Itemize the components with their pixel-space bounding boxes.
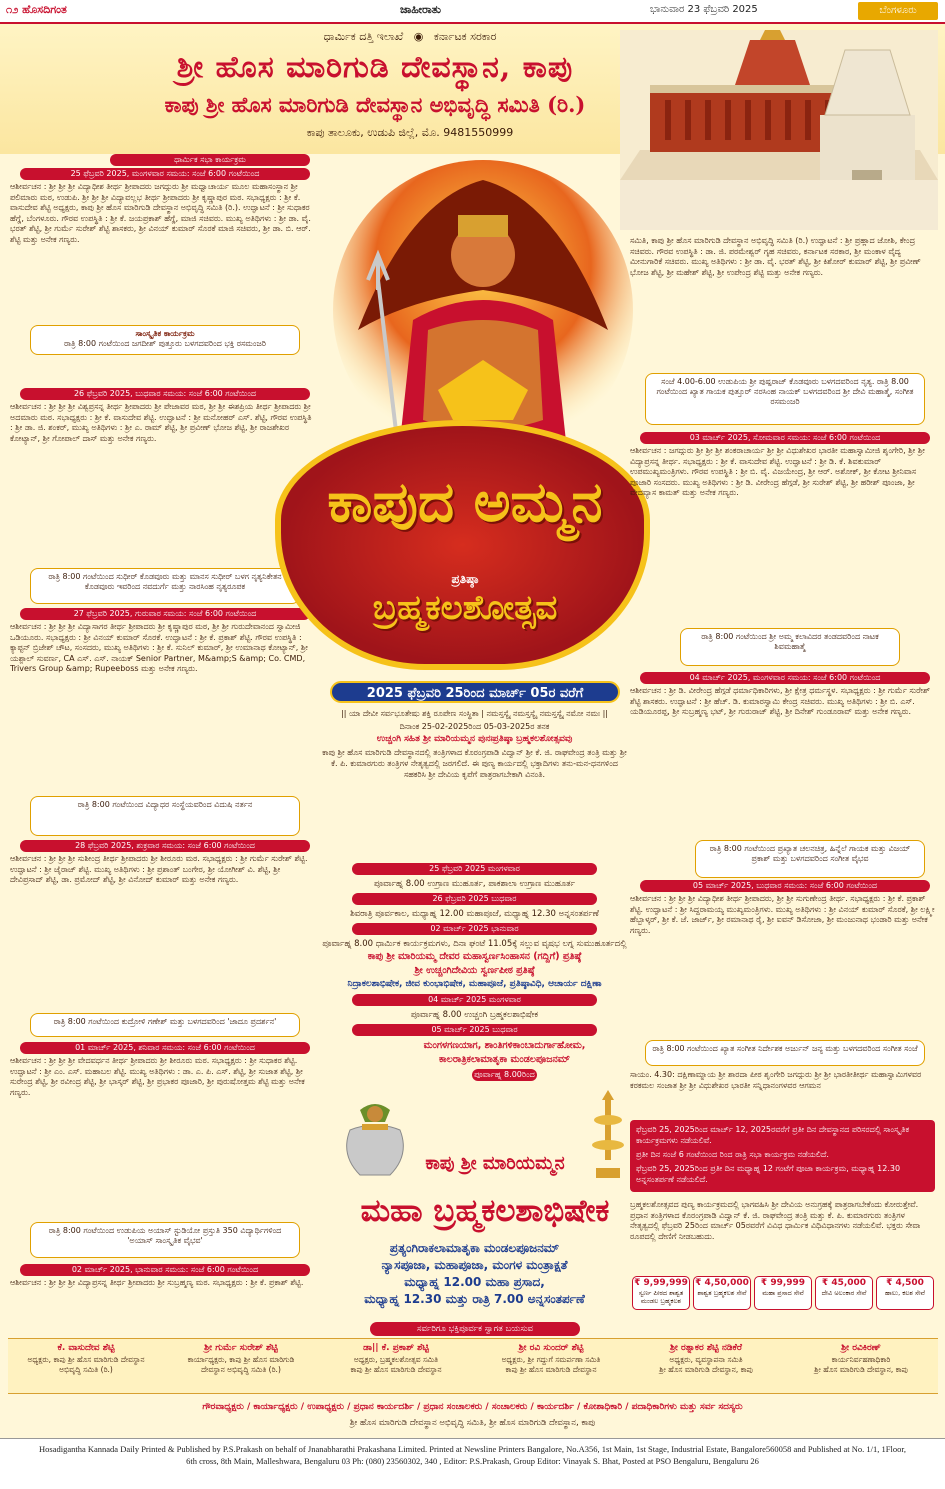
festival-subtitle: ಬ್ರಹ್ಮಕಲಶೋತ್ಸವ — [372, 588, 558, 628]
organiser-2: ಶ್ರೀ ಗುರ್ಮೆ ಸುರೇಶ್ ಶೆಟ್ಟಿ ಕಾರ್ಯಾಧ್ಯಕ್ಷರು, ಕಾಪು ಶ್ರೀ ಹೊಸ ಮಾರಿಗುಡಿ ದೇವಸ್ಥಾನ ಅಭಿವೃದ್ಧಿ ಸಮಿತಿ (ರಿ.) — [187, 1343, 295, 1374]
day-band-01mar: 01 ಮಾರ್ಚ್ 2025, ಶನಿವಾರ ಸಮಯ: ಸಂಜೆ 6:00 ಗಂಟೆಯಿಂದ — [20, 1042, 310, 1054]
day-band-28feb: 28 ಫೆಬ್ರವರಿ 2025, ಶುಕ್ರವಾರ ಸಮಯ: ಸಂಜೆ 6:00 ಗಂಟೆಯಿಂದ — [20, 840, 310, 852]
festival-title: ಕಾಪುದ ಅಮ್ಮನ — [327, 469, 603, 535]
ritual-band-04mar: 04 ಮಾರ್ಚ್ 2025 ಮಂಗಳವಾರ — [352, 994, 597, 1006]
ritual-05mar-time: ಪೂರ್ವಾಹ್ನ 8.00ರಿಂದ — [472, 1069, 537, 1081]
organiser-3: ಡಾ|| ಕೆ. ಪ್ರಕಾಶ್ ಶೆಟ್ಟಿ ಅಧ್ಯಕ್ಷರು, ಬ್ರಹ್ಮಕಲಶೋತ್ಸವ ಸಮಿತಿ ಕಾಪು ಶ್ರೀ ಹೊಸ ಮಾರಿಗುಡಿ ದೇವಸ್ಥಾನ — [350, 1343, 442, 1374]
organiser-6: ಶ್ರೀ ರವಿಕಿರಣ್ ಕಾರ್ಯನಿರ್ವಹಣಾಧಿಕಾರಿ ಶ್ರೀ ಹೊಸ ಮಾರಿಗುಡಿ ದೇವಸ್ಥಾನ, ಕಾಪು — [814, 1343, 908, 1374]
welcome-band: ಸರ್ವರಿಗೂ ಭಕ್ತಿಪೂರ್ವಕ ಸ್ವಾಗತ ಬಯಸುವ — [370, 1322, 580, 1336]
ritual-program — [322, 860, 627, 1083]
day-text-25feb: ಆಶೀರ್ವಚನ : ಶ್ರೀ ಶ್ರೀ ಶ್ರೀ ವಿದ್ಯಾಧೀಶ ತೀರ್ಥ ಶ್ರೀಪಾದರು ಜಗದ್ಗುರು ಶ್ರೀ ಮಧ್ವಾಚಾರ್ಯ ಮೂಲ ಮಹಾಸಂಸ್ಥಾನ ಶ್ರೀ ಪಲಿಮಾರು ಮಠ, ಉಡುಪಿ. ಶ್ರೀ ಶ್ರೀ ಶ್ರೀ ವಿದ್ಯಾವಲ್ಲಭ ತೀರ್ಥ ಶ್ರೀಪಾದರು ಶ್ರೀ ಕೃಷ್ಣಾಪುರ ಮಠ. ಸಭಾಧ್ಯಕ್ಷರು : ಶ್ರೀ ಕೆ. ವಾಸುದೇವ ಶೆಟ್ಟಿ ಅಧ್ಯಕ್ಷರು, ಕಾಪು ಶ್ರೀ ಹೊಸ ಮಾರಿಗುಡಿ ದೇವಸ್ಥಾನ ಅಭಿವೃದ್ಧಿ ಸಮಿತಿ (ರಿ.). ಉದ್ಘಾಟನೆ : ಶ್ರೀ ಸುಧಾಕರ ಹೆಗ್ಡೆ, ಬೆಂಗಳೂರು. ಗೌರವ ಉಪಸ್ಥಿತಿ : ಶ್ರೀ ಕೆ. ಜಯಪ್ರಕಾಶ್ ಹೆಗ್ಡೆ, ಮಾಜಿ ಸಚಿವರು. ಮುಖ್ಯ ಅತಿಥಿಗಳು : ಶ್ರೀ ಡಾ. ವೈ. ಭರತ್ ಶೆಟ್ಟಿ, ಶ್ರೀ ಗುರ್ಮೆ ಸುರೇಶ್ ಶೆಟ್ಟಿ ಶಾಸಕರು, ಶ್ರೀ ವಿನಯ್ ಕುಮಾರ್ ಸೊರಕೆ ಮಾಜಿ ಸಚಿವರು, ಶ್ರೀ ಡಾ. ಬಿ. ಆರ್. ಶೆಟ್ಟಿ ಮತ್ತು ಅನೇಕ ಗಣ್ಯರು. — [10, 182, 311, 244]
seva-price-5: ₹ 4,500 ಹಾಲು, ಕಲಶ ಸೇವೆ — [876, 1276, 934, 1310]
ritual-02mar-highlight-1: ಕಾಪು ಶ್ರೀ ಮಾರಿಯಮ್ಮ ದೇವರ ಮಹಾಸ್ವರ್ಣಸಿಂಹಾಸನ (ಗದ್ದಿಗೆ) ಪ್ರತಿಷ್ಠೆ — [367, 951, 582, 962]
day-band-03mar: 03 ಮಾರ್ಚ್ 2025, ಸೋಮವಾರ ಸಮಯ: ಸಂಜೆ 6:00 ಗಂಟೆಯಿಂದ — [640, 432, 930, 444]
seva-price-4: ₹ 45,000 ದೇವಿ ಅಲಂಕಾರ ಸೇವೆ — [815, 1276, 873, 1310]
pratishta-label: ಪ್ರತಿಷ್ಠಾ — [451, 572, 479, 586]
ritual-05mar-highlight: ಮಂಗಳಗಣಯಾಗ, ಶಾಂತಿಗಳಿಕಾಂಬಾದುರ್ಗಾಹೋಮ, ಕಾಲರಾತ್ರಿಕಲಾಮಾತೃಕಾ ಮಂಡಲಪೂಜನಮ್ — [423, 1040, 586, 1065]
kapu-sri-label: ಕಾಪು ಶ್ರೀ ಮಾರಿಯಮ್ಮನ — [425, 1153, 565, 1174]
day-text-28feb: ಆಶೀರ್ವಚನ : ಶ್ರೀ ಶ್ರೀ ಶ್ರೀ ಸುಶೀಂದ್ರ ತೀರ್ಥ ಶ್ರೀಪಾದರು ಶ್ರೀ ಶೀರೂರು ಮಠ. ಸಭಾಧ್ಯಕ್ಷರು : ಶ್ರೀ ಗುರ್ಮೆ ಸುರೇಶ್ ಶೆಟ್ಟಿ. ಉದ್ಘಾಟನೆ : ಶ್ರೀ ಜೈರಾಜ್ ಶೆಟ್ಟಿ. ಮುಖ್ಯ ಅತಿಥಿಗಳು : ಶ್ರೀ ಪ್ರಶಾಂತ್ ಬಂಗೇರ, ಶ್ರೀ ಯೋಗೀಶ್ ವಿ. ಶೆಟ್ಟಿ, ಶ್ರೀ ದೇವಿಪ್ರಸಾದ್ ಶೆಟ್ಟಿ, ಡಾ. ಪ್ರಮೋದ್ ಶೆಟ್ಟಿ, ಶ್ರೀ ವಿನೋದ್ ಕುಮಾರ್ ಮತ್ತು ಅನೇಕ ಗಣ್ಯರು. — [10, 854, 308, 884]
ritual-02mar-highlight-2: ಶ್ರೀ ಉಚ್ಚಂಗಿದೇವಿಯ ಸ್ವರ್ಣಪೀಠ ಪ್ರತಿಷ್ಠೆ — [414, 965, 535, 976]
ritual-band-02mar: 02 ಮಾರ್ಚ್ 2025 ಭಾನುವಾರ — [352, 923, 597, 935]
invite-highlight: ಉಚ್ಚಂಗಿ ಸಹಿತ ಶ್ರೀ ಮಾರಿಯಮ್ಮನ ಪುನಃಪ್ರತಿಷ್ಠಾ ಬ್ರಹ್ಮಕಲಶೋತ್ಸವವು — [376, 734, 573, 744]
day-band-02mar: 02 ಮಾರ್ಚ್ 2025, ಭಾನುವಾರ ಸಮಯ: ಸಂಜೆ 6:00 ಗಂಟೆಯಿಂದ — [20, 1264, 310, 1276]
ritual-band-05mar: 05 ಮಾರ್ಚ್ 2025 ಬುಧವಾರ — [352, 1024, 597, 1036]
maha-brahmakalashabhisheka-title: ಮಹಾ ಬ್ರಹ್ಮಕಲಶಾಭಿಷೇಕ — [360, 1193, 610, 1229]
notice-box — [630, 1120, 935, 1192]
final-day-schedule — [322, 1240, 627, 1308]
header-department: ಧಾರ್ಮಿಕ ದತ್ತಿ ಇಲಾಖೆ ◉ ಕರ್ನಾಟಕ ಸರಕಾರ — [323, 30, 497, 43]
day-text-04mar: ಆಶೀರ್ವಚನ : ಶ್ರೀ ಡಿ. ವೀರೇಂದ್ರ ಹೆಗ್ಗಡೆ ಧರ್ಮಾಧಿಕಾರಿಗಳು, ಶ್ರೀ ಕ್ಷೇತ್ರ ಧರ್ಮಸ್ಥಳ. ಸಭಾಧ್ಯಕ್ಷರು : ಶ್ರೀ ಗುರ್ಮೆ ಸುರೇಶ್ ಶೆಟ್ಟಿ ಶಾಸಕರು. ಉದ್ಘಾಟನೆ : ಶ್ರೀ ಹೆಚ್. ಡಿ. ಕುಮಾರಸ್ವಾಮಿ ಕೇಂದ್ರ ಸಚಿವರು. ಮುಖ್ಯ ಅತಿಥಿಗಳು : ಶ್ರೀ ಬಿ. ಎಸ್. ಯಡಿಯೂರಪ್ಪ, ಶ್ರೀ ಸುಬ್ರಹ್ಮಣ್ಯ ಭಟ್, ಶ್ರೀ ಗುರುರಾಜ್ ಶೆಟ್ಟಿ, ಶ್ರೀ ದಿನೇಶ್ ಗುಂಡೂರಾವ್ ಮತ್ತು ಅನೇಕ ಗಣ್ಯರು. — [630, 686, 931, 716]
state-emblem-icon: ◉ — [413, 30, 424, 43]
issue-date: ಭಾನುವಾರ 23 ಫೆಬ್ರವರಿ 2025 — [650, 4, 758, 15]
appeal-text: ಬ್ರಹ್ಮಕಲಶೋತ್ಸವದ ಪುಣ್ಯ ಕಾರ್ಯಕ್ರಮದಲ್ಲಿ ಭಾಗವಹಿಸಿ ಶ್ರೀ ದೇವಿಯ ಅನುಗ್ರಹಕ್ಕೆ ಪಾತ್ರರಾಗಬೇಕೆಂದು ಕೋರುತ್ತೇವೆ. ಪ್ರಧಾನ ತಂತ್ರಿಗಳಾದ ಕೊರಂಗ್ರಪಾಡಿ ವಿದ್ವಾನ್ ಕೆ. ಜಿ. ರಾಘವೇಂದ್ರ ತಂತ್ರಿ ಮತ್ತು ಕೆ. ಪಿ. ಕುಮಾರಗುರು ತಂತ್ರಿಗಳ ನೇತೃತ್ವದಲ್ಲಿ ಫೆಬ್ರವರಿ 25ರಿಂದ ಮಾರ್ಚ್ 05ರವರೆಗೆ ವಿವಿಧ ಧಾರ್ಮಿಕ ವಿಧಿವಿಧಾನಗಳು ನಡೆಯಲಿವೆ. ಭಕ್ತರು ಸೇವಾ ರೂಪದಲ್ಲಿ ದೇಣಿಗೆ ನೀಡಬಹುದು. — [630, 1200, 921, 1241]
committee-roles: ಗೌರವಾಧ್ಯಕ್ಷರು / ಕಾರ್ಯಾಧ್ಯಕ್ಷರು / ಉಪಾಧ್ಯಕ್ಷರು / ಪ್ರಧಾನ ಕಾರ್ಯದರ್ಶಿ / ಪ್ರಧಾನ ಸಂಚಾಲಕರು / ಸಂಚಾಲಕರು / ಕಾರ್ಯದರ್ಶಿ / ಕೋಶಾಧಿಕಾರಿ / ಪದಾಧಿಕಾರಿಗಳು ಮತ್ತು ಸರ್ವ ಸದಸ್ಯರು — [202, 1402, 743, 1412]
seva-price-2: ₹ 4,50,000 ಶಾಶ್ವತ ಬ್ರಹ್ಮಕಲಶ ಸೇವೆ — [693, 1276, 751, 1310]
day-text-05mar: ಆಶೀರ್ವಚನ : ಶ್ರೀ ಶ್ರೀ ಶ್ರೀ ವಿದ್ಯಾಧೀಶ ತೀರ್ಥ ಶ್ರೀಪಾದರು, ಶ್ರೀ ಶ್ರೀ ಸುಗುಣೇಂದ್ರ ತೀರ್ಥ. ಸಭಾಧ್ಯಕ್ಷರು : ಶ್ರೀ ಕೆ. ಪ್ರಕಾಶ್ ಶೆಟ್ಟಿ. ಉದ್ಘಾಟನೆ : ಶ್ರೀ ಸಿದ್ದರಾಮಯ್ಯ ಮುಖ್ಯಮಂತ್ರಿಗಳು. ಮುಖ್ಯ ಅತಿಥಿಗಳು : ಶ್ರೀ ವಿನಯ್ ಕುಮಾರ್ ಸೊರಕೆ, ಶ್ರೀ ಲಕ್ಷ್ಮೀ ಹೆಬ್ಬಾಳ್ಕರ್, ಶ್ರೀ ಕೆ. ಜೆ. ಜಾರ್ಜ್, ಶ್ರೀ ರಮಾನಾಥ ರೈ, ಶ್ರೀ ಐವನ್ ಡಿಸೋಜಾ, ಶ್ರೀ ಮಂಜುನಾಥ ಭಂಡಾರಿ ಮತ್ತು ಅನೇಕ ಗಣ್ಯರು. — [630, 894, 935, 935]
day-text-26feb: ಆಶೀರ್ವಚನ : ಶ್ರೀ ಶ್ರೀ ಶ್ರೀ ವಿಶ್ವಪ್ರಸನ್ನ ತೀರ್ಥ ಶ್ರೀಪಾದರು ಶ್ರೀ ಪೇಜಾವರ ಮಠ, ಶ್ರೀ ಶ್ರೀ ಈಶಪ್ರಿಯ ತೀರ್ಥ ಶ್ರೀಪಾದರು ಶ್ರೀ ಅದಮಾರು ಮಠ. ಸಭಾಧ್ಯಕ್ಷರು : ಶ್ರೀ ಕೆ. ವಾಸುದೇವ ಶೆಟ್ಟಿ. ಉದ್ಘಾಟನೆ : ಶ್ರೀ ಮನೋಹರ್ ಎಸ್. ಶೆಟ್ಟಿ, ಗೌರವ ಉಪಸ್ಥಿತಿ : ಶ್ರೀ ಡಾ. ಜಿ. ಶಂಕರ್, ಮುಖ್ಯ ಅತಿಥಿಗಳು : ಶ್ರೀ ಎ. ರಾಮ್ ಶೆಟ್ಟಿ, ಶ್ರೀ ಪ್ರವೀಣ್ ಭೋಜ ಶೆಟ್ಟಿ, ಶ್ರೀ ರಾಜಶೇಖರ ಕೋಟ್ಯಾನ್, ಶ್ರೀ ಗೋಪಾಲ್ ದಾಸ್ ಮತ್ತು ಅನೇಕ ಗಣ್ಯರು. — [10, 402, 312, 443]
day-band-25feb: 25 ಫೆಬ್ರವರಿ 2025, ಮಂಗಳವಾರ ಸಮಯ: ಸಂಜೆ 6:00 ಗಂಟೆಯಿಂದ — [20, 168, 310, 180]
ritual-02mar-details: ನಿದ್ರಾಕಲಶಾಭಿಷೇಕ, ಜೀವ ಕುಂಭಾಭಿಷೇಕ, ಮಹಾಪೂಜೆ, ಪ್ರತಿಷ್ಠಾವಿಧಿ, ಆಚಾರ್ಯ ದಕ್ಷಿಣಾ — [347, 979, 602, 989]
organiser-4: ಶ್ರೀ ರವಿ ಸುಂದರ್ ಶೆಟ್ಟಿ ಅಧ್ಯಕ್ಷರು, ಶ್ರೀ ಗದ್ದುಗೆ ಸಮರ್ಪಣಾ ಸಮಿತಿ ಕಾಪು ಶ್ರೀ ಹೊಸ ಮಾರಿಗುಡಿ ದೇವಸ್ಥಾನ — [501, 1343, 601, 1374]
newspaper-imprint — [0, 1438, 945, 1489]
notice-1: ಫೆಬ್ರವರಿ 25, 2025ರಿಂದ ಮಾರ್ಚ್ 12, 2025ರವರೆಗೆ ಪ್ರತೀ ದಿನ ದೇವಸ್ಥಾನದ ಪರಿಸರದಲ್ಲಿ ಸಾಂಸ್ಕೃತಿಕ ಕಾರ್ಯಕ್ರಮಗಳು ನಡೆಯಲಿವೆ. — [636, 1125, 910, 1145]
culture-box-02mar: ಸಂಜೆ 4.00-6.00 ಉಡುಪಿಯ ಶ್ರೀ ಪುಷ್ಪರಾಜ್ ಕೊಡವೂರು ಬಳಗದವರಿಂದ ನೃತ್ಯ. ರಾತ್ರಿ 8.00 ಗಂಟೆಯಿಂದ ಖ್ಯಾತ ಗಾಯಕ ಪುತ್ತೂರ್ ನರಸಿಂಹ ನಾಯಕ್ ಬಳಗದವರಿಂದ ಶ್ರೀ ದೇವಿ ಮಹಾತ್ಮೆ, ಸಂಗೀತ ರಸಮಂಜರಿ — [645, 373, 925, 425]
culture-box-04mar: ರಾತ್ರಿ 8:00 ಗಂಟೆಯಿಂದ ಪ್ರಖ್ಯಾತ ಚಲನಚಿತ್ರ, ಹಿನ್ನೆಲೆ ಗಾಯಕ ಮತ್ತು ವಿಜಯ್ ಪ್ರಕಾಶ್ ಮತ್ತು ಬಳಗದವರಿಂದ ಸಂಗೀತ ವೈಭವ — [695, 840, 925, 878]
section-label: ಜಾಹೀರಾತು — [400, 3, 442, 16]
ritual-02mar: ಪೂರ್ವಾಹ್ನ 8.00 ಧಾರ್ಮಿಕ ಕಾರ್ಯಕ್ರಮಗಳು, ದಿನಾ ಘಂಟೆ 11.05ಕ್ಕೆ ಸಲ್ಲುವ ವೃಷಭ ಲಗ್ನ ಸುಮುಹೂರ್ತದಲ್ಲಿ — [322, 939, 627, 949]
page-number-and-paper: ೧೨ ಹೊಸದಿಗಂತ — [6, 3, 67, 16]
schedule-line-3: ಮಧ್ಯಾಹ್ನ 12.00 ಮಹಾ ಪ್ರಸಾದ, — [404, 1275, 545, 1289]
seva-price-3: ₹ 99,999 ಮಹಾ ಪ್ರಸಾದ ಸೇವೆ — [754, 1276, 812, 1310]
city-badge: ಬೆಂಗಳೂರು — [858, 2, 938, 20]
day-band-27feb: 27 ಫೆಬ್ರವರಿ 2025, ಗುರುವಾರ ಸಮಯ: ಸಂಜೆ 6:00 ಗಂಟೆಯಿಂದ — [20, 608, 310, 620]
imprint-line-1: Hosadigantha Kannada Daily Printed & Published by P.S.Prakash on behalf of Jnanabharathi Prakashana Limited. Printed at Newsline Printers Bangalore, No.A356, 1st Main, 1st Stage, Industrial Estate, Bangalore560058 and Published at No. 1/1, 1Floor, — [39, 1444, 906, 1454]
culture-box-05mar: ರಾತ್ರಿ 8:00 ಗಂಟೆಯಿಂದ ಖ್ಯಾತ ಸಂಗೀತ ನಿರ್ದೇಶಕ ಅರ್ಜುನ್ ಜನ್ಯ ಮತ್ತು ಬಳಗದವರಿಂದ ಸಂಗೀತ ಸಂಜೆ — [645, 1040, 925, 1066]
invitation-text — [322, 708, 627, 782]
day-text-03mar: ಆಶೀರ್ವಚನ : ಜಗದ್ಗುರು ಶ್ರೀ ಶ್ರೀ ಶ್ರೀ ಶಂಕರಾಚಾರ್ಯ ಶ್ರೀ ಶ್ರೀ ವಿಧುಶೇಖರ ಭಾರತೀ ಮಹಾಸ್ವಾಮೀಜಿ ಶೃಂಗೇರಿ, ಶ್ರೀ ಶ್ರೀ ವಿದ್ಯಾಪ್ರಸನ್ನ ತೀರ್ಥ. ಸಭಾಧ್ಯಕ್ಷರು : ಶ್ರೀ ಕೆ. ವಾಸುದೇವ ಶೆಟ್ಟಿ. ಉದ್ಘಾಟನೆ : ಶ್ರೀ ಡಿ. ಕೆ. ಶಿವಕುಮಾರ್ ಉಪಮುಖ್ಯಮಂತ್ರಿಗಳು. ಗೌರವ ಉಪಸ್ಥಿತಿ : ಶ್ರೀ ಬಿ. ವೈ. ವಿಜಯೇಂದ್ರ, ಶ್ರೀ ಆರ್. ಅಶೋಕ್, ಶ್ರೀ ಕೋಟ ಶ್ರೀನಿವಾಸ ಪೂಜಾರಿ ಸಂಸದರು. ಮುಖ್ಯ ಅತಿಥಿಗಳು : ಶ್ರೀ ಡಿ. ವೀರೇಂದ್ರ ಹೆಗ್ಗಡೆ, ಶ್ರೀ ಸುರೇಶ್ ಶೆಟ್ಟಿ, ಶ್ರೀ ಹರೀಶ್ ಪೂಂಜಾ, ಶ್ರೀ ವೇದವ್ಯಾಸ ಕಾಮತ್ ಮತ್ತು ಅನೇಕ ಗಣ್ಯರು. — [630, 446, 925, 497]
temple-illustration — [620, 30, 938, 230]
blessing-verse: || ಯಾ ದೇವೀ ಸರ್ವಭೂತೇಷು ಶಕ್ತಿ ರೂಪೇಣ ಸಂಸ್ಥಿತಾ | ನಮಸ್ತಸ್ಯೈ ನಮಸ್ತಸ್ಯೈ ನಮಸ್ತಸ್ಯೈ ನಮೋ ನಮಃ || — [341, 709, 608, 718]
culture-box-01mar: ರಾತ್ರಿ 8:00 ಗಂಟೆಯಿಂದ ಉಡುಪಿಯ ಅಯಾಸ್ ಸ್ಟುಡಿಯೋ ಪ್ರಸ್ತುತಿ 350 ವಿದ್ಯಾರ್ಥಿಗಳಿಂದ 'ಅಯಾಸ್ ಸಾಂಸ್ಕೃತಿಕ ವೈಭವ' — [30, 1222, 300, 1258]
right-text-02mar: ಸಮಿತಿ, ಕಾಪು ಶ್ರೀ ಹೊಸ ಮಾರಿಗುಡಿ ದೇವಸ್ಥಾನ ಅಭಿವೃದ್ಧಿ ಸಮಿತಿ (ರಿ.) ಉದ್ಘಾಟನೆ : ಶ್ರೀ ಪ್ರಹ್ಲಾದ ಜೋಶಿ, ಕೇಂದ್ರ ಸಚಿವರು. ಗೌರವ ಉಪಸ್ಥಿತಿ : ಡಾ. ಜಿ. ಪರಮೇಶ್ವರ್ ಗೃಹ ಸಚಿವರು, ಕರ್ನಾಟಕ ಸರಕಾರ, ಶ್ರೀ ಮಂಕಾಳ ವೈದ್ಯ ಮೀನುಗಾರಿಕೆ ಸಚಿವರು. ಮುಖ್ಯ ಅತಿಥಿಗಳು : ಶ್ರೀ ಡಾ. ವೈ. ಭರತ್ ಶೆಟ್ಟಿ, ಶ್ರೀ ಕಿಶೋರ್ ಕುಮಾರ್ ಶೆಟ್ಟಿ, ಶ್ರೀ ಪ್ರವೀಣ್ ಭೋಜ ಶೆಟ್ಟಿ, ಶ್ರೀ ಮಹೇಶ್ ಶೆಟ್ಟಿ, ಶ್ರೀ ಉಪೇಂದ್ರ ಶೆಟ್ಟಿ ಮತ್ತು ಅನೇಕ ಗಣ್ಯರು. — [630, 236, 921, 277]
seva-price-1: ₹ 9,99,999 ಸ್ವರ್ಣ ಪೀಠದ ಶಾಶ್ವತ ಮಂಡಲ ಬ್ರಹ್ಮಕಲಶ — [632, 1276, 690, 1310]
schedule-line-4: ಮಧ್ಯಾಹ್ನ 12.30 ಮತ್ತು ರಾತ್ರಿ 7.00 ಅನ್ನಸಂತರ್ಪಣೆ — [364, 1292, 585, 1306]
shringeri-arrival: ಸಾಯಂ. 4.30: ದಕ್ಷಿಣಾಮ್ನಾಯ ಶ್ರೀ ಶಾರದಾ ಪೀಠ ಶೃಂಗೇರಿ ಜಗದ್ಗುರು ಶ್ರೀ ಶ್ರೀ ಭಾರತೀತೀರ್ಥ ಮಹಾಸ್ವಾಮಿಗಳವರ ಕರಕಮಲ ಸಂಜಾತ ಶ್ರೀ ಶ್ರೀ ವಿಧುಶೇಖರ ಭಾರತೀ ಸನ್ನಿಧಾನಂಗಳವರ ಆಗಮನ — [630, 1070, 922, 1090]
culture-box-25feb: ಸಾಂಸ್ಕೃತಿಕ ಕಾರ್ಯಕ್ರಮ ರಾತ್ರಿ 8:00 ಗಂಟೆಯಿಂದ ಜಗದೀಶ್ ಪುತ್ತೂರು ಬಳಗದವರಿಂದ ಭಕ್ತಿ ರಸಮಂಜರಿ — [30, 325, 300, 355]
day-band-04mar: 04 ಮಾರ್ಚ್ 2025, ಮಂಗಳವಾರ ಸಮಯ: ಸಂಜೆ 6:00 ಗಂಟೆಯಿಂದ — [640, 672, 930, 684]
committee-title: ಕಾಪು ಶ್ರೀ ಹೊಸ ಮಾರಿಗುಡಿ ದೇವಸ್ಥಾನ ಅಭಿವೃದ್ಧಿ ಸಮಿತಿ (ರಿ.) — [164, 92, 586, 117]
ritual-04mar: ಪೂರ್ವಾಹ್ನ 8.00 ಉಚ್ಚಂಗಿ ಬ್ರಹ್ಮಕಲಶಾಭಿಷೇಕ — [410, 1010, 539, 1020]
ritual-25feb: ಪೂರ್ವಾಹ್ನ 8.00 ಉಗ್ರಾಣ ಮುಹೂರ್ತ, ಪಾಕಶಾಲಾ ಉಗ್ರಾಣ ಮುಹೂರ್ತ — [373, 879, 576, 889]
ritual-band-25feb: 25 ಫೆಬ್ರವರಿ 2025 ಮಂಗಳವಾರ — [352, 863, 597, 875]
day-band-05mar: 05 ಮಾರ್ಚ್ 2025, ಬುಧವಾರ ಸಮಯ: ಸಂಜೆ 6:00 ಗಂಟೆಯಿಂದ — [640, 880, 930, 892]
organiser-1: ಕೆ. ವಾಸುದೇವ ಶೆಟ್ಟಿ ಅಧ್ಯಕ್ಷರು, ಕಾಪು ಶ್ರೀ ಹೊಸ ಮಾರಿಗುಡಿ ದೇವಸ್ಥಾನ ಅಭಿವೃದ್ಧಿ ಸಮಿತಿ (ರಿ.) — [27, 1343, 145, 1374]
culture-box-03mar: ರಾತ್ರಿ 8:00 ಗಂಟೆಯಿಂದ ಶ್ರೀ ಅಮ್ಮ ಕಲಾವಿದರ ತಂಡದವರಿಂದ ನಾಟಕ ಶಿವಮಹಾತ್ಮೆ — [680, 628, 900, 666]
notice-2: ಪ್ರತೀ ದಿನ ಸಂಜೆ 6 ಗಂಟೆಯಿಂದ ರಿಂದ ರಾತ್ರಿ ಸಭಾ ಕಾರ್ಯಕ್ರಮ ನಡೆಯಲಿದೆ. — [636, 1150, 829, 1159]
culture-box-28feb: ರಾತ್ರಿ 8:00 ಗಂಟೆಯಿಂದ ಕುದ್ರೋಳಿ ಗಣೇಶ್ ಮತ್ತು ಬಳಗದವರಿಂದ 'ಜಾದೂ ಪ್ರದರ್ಶನ' — [30, 1013, 300, 1037]
invite-body: ಕಾಪು ಶ್ರೀ ಹೊಸ ಮಾರಿಗುಡಿ ದೇವಸ್ಥಾನದಲ್ಲಿ ತಂತ್ರಿಗಳಾದ ಕೊರಂಗ್ರಪಾಡಿ ವಿದ್ವಾನ್ ಶ್ರೀ ಕೆ. ಜಿ. ರಾಘವೇಂದ್ರ ತಂತ್ರಿ ಮತ್ತು ಶ್ರೀ ಕೆ. ಪಿ. ಕುಮಾರಗುರು ತಂತ್ರಿಗಳ ನೇತೃತ್ವದಲ್ಲಿ ಜರಗಲಿದೆ. ಈ ಪುಣ್ಯ ಕಾರ್ಯದಲ್ಲಿ ಭಕ್ತಾದಿಗಳು ತನು-ಮನ-ಧನಗಳಿಂದ ಸಹಕರಿಸಿ ಶ್ರೀ ದೇವಿಯ ಕೃಪೆಗೆ ಪಾತ್ರರಾಗಬೇಕಾಗಿ ವಿನಂತಿ. — [322, 748, 627, 779]
invite-dates: ದಿನಾಂಕ 25-02-2025ರಿಂದ 05-03-2025ರ ತನಕ — [399, 722, 550, 731]
temple-title: ಶ್ರೀ ಹೊಸ ಮಾರಿಗುಡಿ ದೇವಸ್ಥಾನ, ಕಾಪು — [176, 50, 574, 85]
festival-date-range: 2025 ಫೆಬ್ರವರಿ 25ರಿಂದ ಮಾರ್ಚ್ 05ರ ವರೆಗೆ — [330, 681, 620, 703]
committee-name: ಶ್ರೀ ಹೊಸ ಮಾರಿಗುಡಿ ದೇವಸ್ಥಾನ ಅಭಿವೃದ್ಧಿ ಸಮಿತಿ, ಶ್ರೀ ಹೊಸ ಮಾರಿಗುಡಿ ದೇವಸ್ಥಾನ, ಕಾಪು — [349, 1418, 596, 1428]
day-text-02mar: ಆಶೀರ್ವಚನ : ಶ್ರೀ ಶ್ರೀ ಶ್ರೀ ವಿದ್ಯಾಪ್ರಸನ್ನ ತೀರ್ಥ ಶ್ರೀಪಾದರು ಶ್ರೀ ಸುಬ್ರಹ್ಮಣ್ಯ ಮಠ. ಸಭಾಧ್ಯಕ್ಷರು : ಶ್ರೀ ಕೆ. ಪ್ರಕಾಶ್ ಶೆಟ್ಟಿ. — [10, 1278, 304, 1287]
schedule-line-2: ನ್ಯಾಸಪೂಜಾ, ಮಹಾಪೂಜಾ, ಮಂಗಳ ಮಂತ್ರಾಕ್ಷತೆ — [381, 1258, 568, 1272]
schedule-line-1: ಪ್ರತ್ಯಂಗಿರಾಕಲಾಮಾತೃಕಾ ಮಂಡಲಪೂಜನಮ್ — [389, 1241, 560, 1255]
culture-box-26feb: ರಾತ್ರಿ 8:00 ಗಂಟೆಯಿಂದ ಸುಧೀರ್ ಕೊಡವೂರು ಮತ್ತು ಮಾನಸ ಸುಧೀರ್ ಬಳಗ ನೃತ್ಯನಿಕೇತನ ಕೊಡವೂರು ಇವರಿಂದ ನವದುರ್ಗೆ ಮತ್ತು ನಾರಸಿಂಹ ನೃತ್ಯರೂಪಕ — [30, 568, 300, 604]
notice-3: ಫೆಬ್ರವರಿ 25, 2025ರಿಂದ ಪ್ರತೀ ದಿನ ಮಧ್ಯಾಹ್ನ 12 ಗಂಟೆಗೆ ಪೂಜಾ ಕಾರ್ಯಕ್ರಮ, ಮಧ್ಯಾಹ್ನ 12.30 ಅನ್ನಸಂತರ್ಪಣೆ ನಡೆಯಲಿದೆ. — [636, 1164, 901, 1184]
section-band-dharmika: ಧಾರ್ಮಿಕ ಸಭಾ ಕಾರ್ಯಕ್ರಮ — [110, 154, 310, 166]
imprint-line-2: 6th cross, 8th Main, Malleshwara, Bengaluru 03 Ph: (080) 23560302, 340 , Editor: P.S.Prakash, Group Editor: Vinayak S. Bhat, Posted at PSO Bengaluru, Bengaluru 26 — [186, 1456, 759, 1466]
ritual-26feb: ಶಿವರಾತ್ರಿ ಪೂರ್ವಕಾಲ, ಮಧ್ಯಾಹ್ನ 12.00 ಮಹಾಪೂಜೆ, ಮಧ್ಯಾಹ್ನ 12.30 ಅನ್ನಸಂತರ್ಪಣೆ — [350, 909, 599, 919]
ritual-band-26feb: 26 ಫೆಬ್ರವರಿ 2025 ಬುಧವಾರ — [352, 893, 597, 905]
temple-address: ಕಾಪು ತಾಲೂಕು, ಉಡುಪಿ ಜಿಲ್ಲೆ, ಮೊ. 9481550999 — [306, 126, 514, 139]
organiser-5: ಶ್ರೀ ರತ್ನಾಕರ ಶೆಟ್ಟಿ ನಡಿಕೆರೆ ಅಧ್ಯಕ್ಷರು, ವ್ಯವಸ್ಥಾಪನಾ ಸಮಿತಿ ಶ್ರೀ ಹೊಸ ಮಾರಿಗುಡಿ ದೇವಸ್ಥಾನ, ಕಾಪು — [659, 1343, 753, 1374]
day-band-26feb: 26 ಫೆಬ್ರವರಿ 2025, ಬುಧವಾರ ಸಮಯ: ಸಂಜೆ 6:00 ಗಂಟೆಯಿಂದ — [20, 388, 310, 400]
day-text-27feb: ಆಶೀರ್ವಚನ : ಶ್ರೀ ಶ್ರೀ ಶ್ರೀ ವಿದ್ಯಾಸಾಗರ ತೀರ್ಥ ಶ್ರೀಪಾದರು ಶ್ರೀ ಕೃಷ್ಣಾಪುರ ಮಠ, ಶ್ರೀ ಶ್ರೀ ಗುರುದೇವಾನಂದ ಸ್ವಾಮೀಜಿ ಒಡಿಯೂರು. ಸಭಾಧ್ಯಕ್ಷರು : ಶ್ರೀ ವಿನಯ್ ಕುಮಾರ್ ಸೊರಕೆ. ಉದ್ಘಾಟನೆ : ಶ್ರೀ ಕೆ. ಪ್ರಕಾಶ್ ಶೆಟ್ಟಿ. ಗೌರವ ಉಪಸ್ಥಿತಿ : ಕ್ಯಾಪ್ಟನ್ ಬ್ರಿಜೇಶ್ ಚೌಟ, ಸಂಸದರು, ಮುಖ್ಯ ಅತಿಥಿಗಳು : ಶ್ರೀ ಕೆ. ಸುನಿಲ್ ಕುಮಾರ್, ಶ್ರೀ ಉಮಾನಾಥ ಕೋಟ್ಯಾನ್, ಶ್ರೀ ಯಶ್ಪಾಲ್ ಸುವರ್ಣ, CA ಎಸ್. ಎಸ್. ನಾಯಕ್ Senior Partner, M&amp;S &amp; Co. CMD, Trivers Group &amp; Rupeeboss ಮತ್ತು ಅನೇಕ ಗಣ್ಯರು. — [10, 622, 308, 673]
title-frame — [275, 420, 650, 670]
day-text-01mar: ಆಶೀರ್ವಚನ : ಶ್ರೀ ಶ್ರೀ ಶ್ರೀ ವೇದವರ್ಧನ ತೀರ್ಥ ಶ್ರೀಪಾದರು ಶ್ರೀ ಶೀರೂರು ಮಠ. ಸಭಾಧ್ಯಕ್ಷರು : ಶ್ರೀ ಸುಧಾಕರ ಶೆಟ್ಟಿ. ಉದ್ಘಾಟನೆ : ಶ್ರೀ ಎಂ. ಎಸ್. ಮಹಾಬಲ ಶೆಟ್ಟಿ. ಮುಖ್ಯ ಅತಿಥಿಗಳು : ಡಾ. ಎ. ಪಿ. ಎಸ್. ಶೆಟ್ಟಿ, ಶ್ರೀ ಸುಜಾತ ಶೆಟ್ಟಿ, ಶ್ರೀ ಸುರೇಂದ್ರ ಶೆಟ್ಟಿ, ಶ್ರೀ ರವೀಂದ್ರ ಶೆಟ್ಟಿ, ಶ್ರೀ ಭಾಸ್ಕರ್ ಶೆಟ್ಟಿ, ಶ್ರೀ ಪ್ರಭಾಕರ ಪೂಜಾರಿ, ಶ್ರೀ ಪುರುಷೋತ್ತಮ ಶೆಟ್ಟಿ ಮತ್ತು ಅನೇಕ ಗಣ್ಯರು. — [10, 1056, 305, 1097]
masthead — [0, 0, 945, 24]
culture-box-27feb: ರಾತ್ರಿ 8:00 ಗಂಟೆಯಿಂದ ವಿದ್ಯಾಧರ ಸಂಸ್ಥೆಯವರಿಂದ ವಿದುಷಿ ನರ್ತನ — [30, 796, 300, 836]
